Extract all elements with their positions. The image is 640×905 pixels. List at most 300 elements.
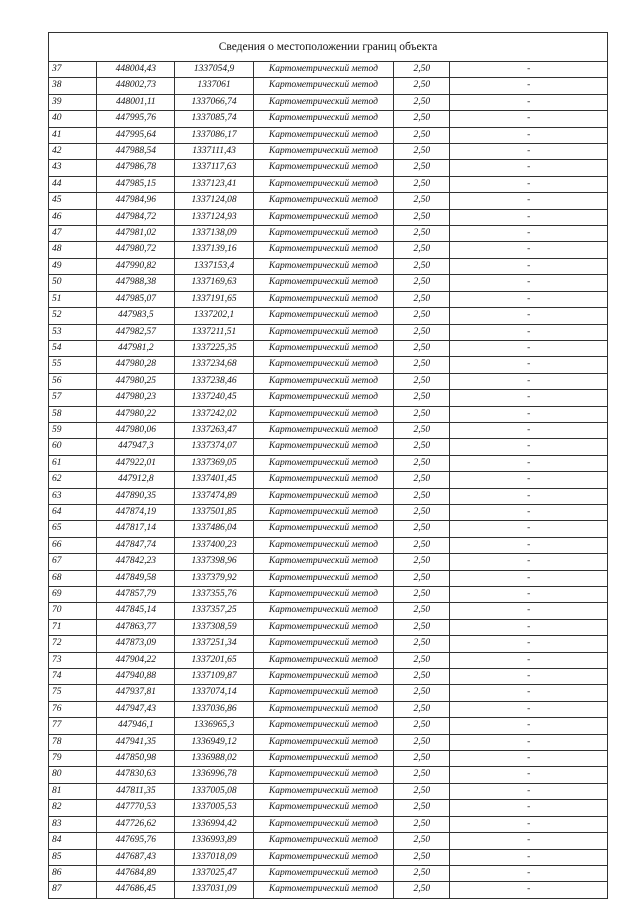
coordinate-x: 447980,23 (97, 390, 175, 406)
point-number: 56 (49, 373, 97, 389)
point-number: 66 (49, 537, 97, 553)
table-row (49, 275, 608, 291)
table-row (49, 554, 608, 570)
point-number: 85 (49, 849, 97, 865)
accuracy-cell: 2,50 (394, 209, 450, 225)
point-number: 42 (49, 144, 97, 160)
description-cell: - (450, 324, 608, 340)
description-cell: - (450, 390, 608, 406)
method-cell: Картометрический метод (253, 800, 393, 816)
point-number: 81 (49, 783, 97, 799)
table-row (49, 209, 608, 225)
method-cell: Картометрический метод (253, 127, 393, 143)
point-number: 50 (49, 275, 97, 291)
method-cell: Картометрический метод (253, 521, 393, 537)
description-cell: - (450, 78, 608, 94)
coordinate-x: 447984,72 (97, 209, 175, 225)
table-row (49, 685, 608, 701)
method-cell: Картометрический метод (253, 160, 393, 176)
accuracy-cell: 2,50 (394, 783, 450, 799)
accuracy-cell: 2,50 (394, 833, 450, 849)
coordinate-x: 447947,3 (97, 439, 175, 455)
method-cell: Картометрический метод (253, 62, 393, 78)
coordinate-y: 1337085,74 (175, 111, 253, 127)
coordinate-x: 447937,81 (97, 685, 175, 701)
method-cell: Картометрический метод (253, 390, 393, 406)
table-row (49, 127, 608, 143)
accuracy-cell: 2,50 (394, 308, 450, 324)
method-cell: Картометрический метод (253, 291, 393, 307)
coordinate-x: 447687,43 (97, 849, 175, 865)
method-cell: Картометрический метод (253, 226, 393, 242)
method-cell: Картометрический метод (253, 422, 393, 438)
accuracy-cell: 2,50 (394, 636, 450, 652)
method-cell: Картометрический метод (253, 554, 393, 570)
description-cell: - (450, 767, 608, 783)
accuracy-cell: 2,50 (394, 718, 450, 734)
coordinate-x: 447686,45 (97, 882, 175, 898)
accuracy-cell: 2,50 (394, 504, 450, 520)
table-row (49, 783, 608, 799)
coordinate-y: 1337234,68 (175, 357, 253, 373)
method-cell: Картометрический метод (253, 209, 393, 225)
method-cell: Картометрический метод (253, 652, 393, 668)
description-cell: - (450, 422, 608, 438)
point-number: 40 (49, 111, 97, 127)
coordinate-x: 447983,5 (97, 308, 175, 324)
table-row (49, 816, 608, 832)
point-number: 58 (49, 406, 97, 422)
description-cell: - (450, 160, 608, 176)
method-cell: Картометрический метод (253, 94, 393, 110)
table-row (49, 308, 608, 324)
description-cell: - (450, 373, 608, 389)
point-number: 86 (49, 865, 97, 881)
coordinate-x: 447849,58 (97, 570, 175, 586)
accuracy-cell: 2,50 (394, 685, 450, 701)
accuracy-cell: 2,50 (394, 111, 450, 127)
boundary-table (48, 32, 608, 899)
accuracy-cell: 2,50 (394, 603, 450, 619)
description-cell: - (450, 111, 608, 127)
accuracy-cell: 2,50 (394, 226, 450, 242)
point-number: 76 (49, 701, 97, 717)
description-cell: - (450, 209, 608, 225)
method-cell: Картометрический метод (253, 144, 393, 160)
accuracy-cell: 2,50 (394, 570, 450, 586)
coordinate-y: 1337398,96 (175, 554, 253, 570)
method-cell: Картометрический метод (253, 718, 393, 734)
description-cell: - (450, 94, 608, 110)
accuracy-cell: 2,50 (394, 587, 450, 603)
accuracy-cell: 2,50 (394, 390, 450, 406)
description-cell: - (450, 701, 608, 717)
method-cell: Картометрический метод (253, 324, 393, 340)
coordinate-y: 1337139,16 (175, 242, 253, 258)
table-row (49, 258, 608, 274)
table-row (49, 619, 608, 635)
accuracy-cell: 2,50 (394, 472, 450, 488)
accuracy-cell: 2,50 (394, 127, 450, 143)
description-cell: - (450, 144, 608, 160)
description-cell: - (450, 570, 608, 586)
accuracy-cell: 2,50 (394, 324, 450, 340)
method-cell: Картометрический метод (253, 751, 393, 767)
accuracy-cell: 2,50 (394, 669, 450, 685)
accuracy-cell: 2,50 (394, 373, 450, 389)
point-number: 74 (49, 669, 97, 685)
method-cell: Картометрический метод (253, 373, 393, 389)
accuracy-cell: 2,50 (394, 488, 450, 504)
table-row (49, 800, 608, 816)
point-number: 80 (49, 767, 97, 783)
table-row (49, 767, 608, 783)
point-number: 43 (49, 160, 97, 176)
accuracy-cell: 2,50 (394, 193, 450, 209)
coordinate-y: 1336988,02 (175, 751, 253, 767)
coordinate-y: 1336993,89 (175, 833, 253, 849)
description-cell: - (450, 734, 608, 750)
accuracy-cell: 2,50 (394, 800, 450, 816)
table-row (49, 472, 608, 488)
table-row (49, 882, 608, 898)
point-number: 84 (49, 833, 97, 849)
method-cell: Картометрический метод (253, 340, 393, 356)
point-number: 47 (49, 226, 97, 242)
coordinate-x: 447985,07 (97, 291, 175, 307)
table-row (49, 144, 608, 160)
description-cell: - (450, 439, 608, 455)
coordinate-x: 447847,74 (97, 537, 175, 553)
coordinate-x: 447912,8 (97, 472, 175, 488)
coordinate-y: 1337374,07 (175, 439, 253, 455)
coordinate-y: 1337066,74 (175, 94, 253, 110)
coordinate-y: 1337400,23 (175, 537, 253, 553)
table-row (49, 669, 608, 685)
coordinate-x: 448002,73 (97, 78, 175, 94)
description-cell: - (450, 488, 608, 504)
coordinate-x: 447984,96 (97, 193, 175, 209)
point-number: 63 (49, 488, 97, 504)
coordinate-x: 447695,76 (97, 833, 175, 849)
coordinate-y: 1337031,09 (175, 882, 253, 898)
accuracy-cell: 2,50 (394, 554, 450, 570)
point-number: 69 (49, 587, 97, 603)
coordinate-x: 447982,57 (97, 324, 175, 340)
method-cell: Картометрический метод (253, 176, 393, 192)
coordinate-x: 447980,72 (97, 242, 175, 258)
description-cell: - (450, 587, 608, 603)
point-number: 45 (49, 193, 97, 209)
method-cell: Картометрический метод (253, 701, 393, 717)
point-number: 46 (49, 209, 97, 225)
accuracy-cell: 2,50 (394, 242, 450, 258)
coordinate-y: 1337138,09 (175, 226, 253, 242)
coordinate-y: 1337355,76 (175, 587, 253, 603)
method-cell: Картометрический метод (253, 308, 393, 324)
accuracy-cell: 2,50 (394, 751, 450, 767)
coordinate-x: 447941,35 (97, 734, 175, 750)
description-cell: - (450, 849, 608, 865)
accuracy-cell: 2,50 (394, 701, 450, 717)
method-cell: Картометрический метод (253, 587, 393, 603)
coordinate-y: 1337086,17 (175, 127, 253, 143)
coordinate-x: 447684,89 (97, 865, 175, 881)
coordinate-y: 1337169,63 (175, 275, 253, 291)
table-row (49, 324, 608, 340)
table-row (49, 160, 608, 176)
table-row (49, 422, 608, 438)
method-cell: Картометрический метод (253, 193, 393, 209)
coordinate-y: 1337308,59 (175, 619, 253, 635)
coordinate-x: 447842,23 (97, 554, 175, 570)
accuracy-cell: 2,50 (394, 652, 450, 668)
point-number: 52 (49, 308, 97, 324)
method-cell: Картометрический метод (253, 242, 393, 258)
table-row (49, 570, 608, 586)
description-cell: - (450, 226, 608, 242)
table-title-row (49, 33, 608, 62)
coordinate-y: 1337474,89 (175, 488, 253, 504)
coordinate-x: 447980,22 (97, 406, 175, 422)
method-cell: Картометрический метод (253, 636, 393, 652)
description-cell: - (450, 357, 608, 373)
coordinate-x: 447980,28 (97, 357, 175, 373)
table-row (49, 62, 608, 78)
method-cell: Картометрический метод (253, 816, 393, 832)
coordinate-x: 447986,78 (97, 160, 175, 176)
accuracy-cell: 2,50 (394, 734, 450, 750)
coordinate-x: 447811,35 (97, 783, 175, 799)
coordinate-x: 447980,25 (97, 373, 175, 389)
coordinate-x: 447922,01 (97, 455, 175, 471)
accuracy-cell: 2,50 (394, 422, 450, 438)
coordinate-y: 1337242,02 (175, 406, 253, 422)
accuracy-cell: 2,50 (394, 521, 450, 537)
coordinate-x: 447985,15 (97, 176, 175, 192)
point-number: 68 (49, 570, 97, 586)
point-number: 49 (49, 258, 97, 274)
coordinate-y: 1337054,9 (175, 62, 253, 78)
method-cell: Картометрический метод (253, 849, 393, 865)
coordinate-y: 1337124,93 (175, 209, 253, 225)
table-row (49, 718, 608, 734)
description-cell: - (450, 685, 608, 701)
coordinate-y: 1337251,34 (175, 636, 253, 652)
coordinate-y: 1337202,1 (175, 308, 253, 324)
method-cell: Картометрический метод (253, 603, 393, 619)
point-number: 72 (49, 636, 97, 652)
coordinate-x: 447830,63 (97, 767, 175, 783)
accuracy-cell: 2,50 (394, 537, 450, 553)
description-cell: - (450, 291, 608, 307)
table-row (49, 78, 608, 94)
accuracy-cell: 2,50 (394, 619, 450, 635)
table-row (49, 242, 608, 258)
method-cell: Картометрический метод (253, 669, 393, 685)
point-number: 77 (49, 718, 97, 734)
coordinate-y: 1337240,45 (175, 390, 253, 406)
description-cell: - (450, 865, 608, 881)
table-row (49, 701, 608, 717)
description-cell: - (450, 62, 608, 78)
coordinate-y: 1337124,08 (175, 193, 253, 209)
table-row (49, 849, 608, 865)
accuracy-cell: 2,50 (394, 78, 450, 94)
coordinate-y: 1337369,05 (175, 455, 253, 471)
point-number: 73 (49, 652, 97, 668)
coordinate-y: 1337117,63 (175, 160, 253, 176)
coordinate-x: 447850,98 (97, 751, 175, 767)
description-cell: - (450, 242, 608, 258)
accuracy-cell: 2,50 (394, 865, 450, 881)
accuracy-cell: 2,50 (394, 439, 450, 455)
coordinate-y: 1336965,3 (175, 718, 253, 734)
description-cell: - (450, 521, 608, 537)
accuracy-cell: 2,50 (394, 94, 450, 110)
document-page (48, 32, 608, 899)
coordinate-y: 1337191,65 (175, 291, 253, 307)
table-row (49, 734, 608, 750)
coordinate-x: 448001,11 (97, 94, 175, 110)
description-cell: - (450, 882, 608, 898)
description-cell: - (450, 176, 608, 192)
coordinate-y: 1337109,87 (175, 669, 253, 685)
point-number: 38 (49, 78, 97, 94)
table-row (49, 357, 608, 373)
point-number: 51 (49, 291, 97, 307)
method-cell: Картометрический метод (253, 357, 393, 373)
accuracy-cell: 2,50 (394, 176, 450, 192)
accuracy-cell: 2,50 (394, 406, 450, 422)
description-cell: - (450, 619, 608, 635)
coordinate-y: 1337263,47 (175, 422, 253, 438)
accuracy-cell: 2,50 (394, 291, 450, 307)
coordinate-x: 447981,2 (97, 340, 175, 356)
point-number: 82 (49, 800, 97, 816)
coordinate-y: 1337401,45 (175, 472, 253, 488)
coordinate-y: 1337123,41 (175, 176, 253, 192)
coordinate-y: 1337238,46 (175, 373, 253, 389)
accuracy-cell: 2,50 (394, 144, 450, 160)
table-row (49, 340, 608, 356)
coordinate-y: 1337211,51 (175, 324, 253, 340)
coordinate-x: 447874,19 (97, 504, 175, 520)
method-cell: Картометрический метод (253, 685, 393, 701)
coordinate-x: 447817,14 (97, 521, 175, 537)
description-cell: - (450, 258, 608, 274)
coordinate-x: 447988,54 (97, 144, 175, 160)
coordinate-x: 447946,1 (97, 718, 175, 734)
table-row (49, 521, 608, 537)
description-cell: - (450, 800, 608, 816)
point-number: 75 (49, 685, 97, 701)
coordinate-x: 447904,22 (97, 652, 175, 668)
point-number: 67 (49, 554, 97, 570)
accuracy-cell: 2,50 (394, 258, 450, 274)
accuracy-cell: 2,50 (394, 340, 450, 356)
table-row (49, 455, 608, 471)
table-row (49, 603, 608, 619)
point-number: 62 (49, 472, 97, 488)
point-number: 61 (49, 455, 97, 471)
table-row (49, 373, 608, 389)
coordinate-x: 447940,88 (97, 669, 175, 685)
table-row (49, 406, 608, 422)
method-cell: Картометрический метод (253, 406, 393, 422)
point-number: 78 (49, 734, 97, 750)
coordinate-x: 447981,02 (97, 226, 175, 242)
description-cell: - (450, 816, 608, 832)
method-cell: Картометрический метод (253, 570, 393, 586)
table-title: Сведения о местоположении границ объекта (49, 33, 608, 62)
coordinate-x: 447980,06 (97, 422, 175, 438)
point-number: 65 (49, 521, 97, 537)
description-cell: - (450, 603, 608, 619)
description-cell: - (450, 652, 608, 668)
method-cell: Картометрический метод (253, 472, 393, 488)
table-row (49, 537, 608, 553)
point-number: 60 (49, 439, 97, 455)
coordinate-y: 1337153,4 (175, 258, 253, 274)
method-cell: Картометрический метод (253, 537, 393, 553)
method-cell: Картометрический метод (253, 734, 393, 750)
coordinate-y: 1336996,78 (175, 767, 253, 783)
description-cell: - (450, 275, 608, 291)
coordinate-y: 1337005,08 (175, 783, 253, 799)
point-number: 64 (49, 504, 97, 520)
description-cell: - (450, 308, 608, 324)
accuracy-cell: 2,50 (394, 160, 450, 176)
coordinate-y: 1336949,12 (175, 734, 253, 750)
table-body (49, 62, 608, 899)
point-number: 48 (49, 242, 97, 258)
table-row (49, 111, 608, 127)
coordinate-x: 447873,09 (97, 636, 175, 652)
method-cell: Картометрический метод (253, 882, 393, 898)
table-row (49, 94, 608, 110)
coordinate-y: 1337074,14 (175, 685, 253, 701)
method-cell: Картометрический метод (253, 504, 393, 520)
accuracy-cell: 2,50 (394, 275, 450, 291)
coordinate-y: 1337501,85 (175, 504, 253, 520)
table-row (49, 390, 608, 406)
point-number: 87 (49, 882, 97, 898)
coordinate-y: 1337036,86 (175, 701, 253, 717)
method-cell: Картометрический метод (253, 865, 393, 881)
coordinate-x: 447995,76 (97, 111, 175, 127)
coordinate-y: 1337225,35 (175, 340, 253, 356)
coordinate-x: 447990,82 (97, 258, 175, 274)
coordinate-x: 447995,64 (97, 127, 175, 143)
point-number: 53 (49, 324, 97, 340)
table-row (49, 439, 608, 455)
table-row (49, 291, 608, 307)
point-number: 41 (49, 127, 97, 143)
accuracy-cell: 2,50 (394, 816, 450, 832)
point-number: 57 (49, 390, 97, 406)
table-row (49, 833, 608, 849)
coordinate-x: 447770,53 (97, 800, 175, 816)
coordinate-y: 1337061 (175, 78, 253, 94)
point-number: 71 (49, 619, 97, 635)
description-cell: - (450, 537, 608, 553)
accuracy-cell: 2,50 (394, 849, 450, 865)
point-number: 54 (49, 340, 97, 356)
coordinate-y: 1337005,53 (175, 800, 253, 816)
table-row (49, 226, 608, 242)
accuracy-cell: 2,50 (394, 882, 450, 898)
